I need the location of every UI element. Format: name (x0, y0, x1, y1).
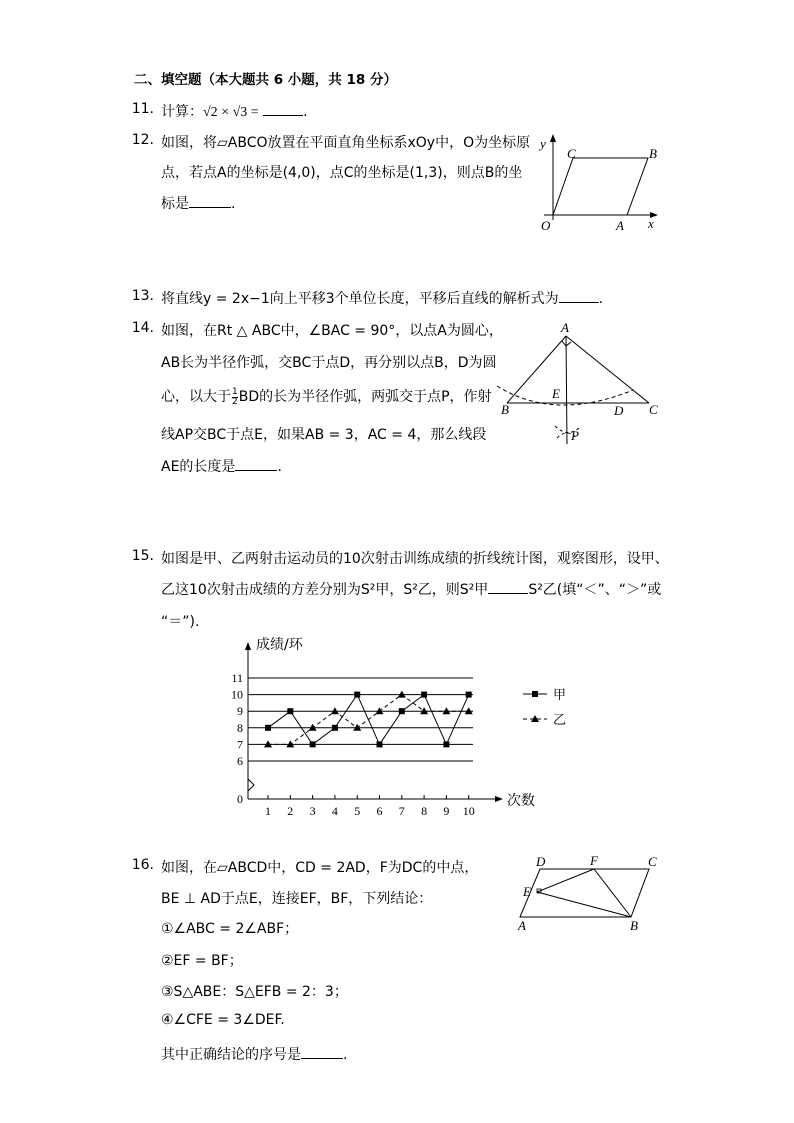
q16-number: 16. (131, 857, 154, 873)
q14-line5 (161, 456, 282, 476)
x-tick-label: 5 (354, 804, 361, 818)
q12-line3-text: 标是 (161, 196, 189, 212)
q11-period: . (303, 104, 308, 120)
q14-line3-end: BD的长为半径作弧，两弧交于点P，作射 (238, 389, 492, 405)
q16-question (161, 1044, 347, 1064)
q14-fraction (232, 388, 238, 407)
point-jia (354, 692, 360, 698)
q15-line1: 如图是甲、乙两射击运动员的10次射击训练成绩的折线统计图，观察图形，设甲、 (161, 551, 669, 567)
y-tick-label: 7 (237, 737, 243, 752)
q16-figure (510, 850, 670, 935)
q14-label-E: E (552, 386, 560, 401)
point-jia (310, 741, 316, 747)
q14-period: . (277, 459, 282, 475)
y-tick-label: 6 (237, 754, 243, 768)
q13-period: . (598, 291, 604, 307)
y-tick-label: 9 (237, 704, 243, 719)
q15-line2-end: S²乙(填“＜”、“＞”或 (528, 582, 662, 598)
q12-label-O: O (541, 218, 551, 233)
point-yi (309, 724, 317, 731)
q16-line1: 如图，在▱ABCD中，CD = 2AD，F为DC的中点， (161, 860, 479, 876)
q16-label-B: B (630, 918, 638, 933)
q15-line-chart (225, 632, 585, 822)
point-jia (421, 692, 427, 698)
q14-line4: 线AP交BC于点E，如果AB = 3，AC = 4，那么线段 (161, 427, 487, 443)
point-jia (332, 725, 338, 731)
y-tick-label: 0 (237, 792, 243, 806)
q12-answer-blank[interactable] (189, 193, 231, 208)
q11-prefix: 计算： (161, 104, 203, 120)
point-jia (399, 708, 405, 714)
q15-line3: “＝”). (161, 614, 200, 630)
x-tick-label: 8 (421, 804, 428, 818)
point-jia (377, 741, 383, 747)
q13-answer-blank[interactable] (559, 288, 599, 303)
x-tick-label: 9 (443, 804, 450, 818)
q15-line2 (161, 579, 661, 599)
q14-label-C: C (649, 402, 658, 417)
x-tick-label: 3 (309, 804, 316, 818)
series-line-乙 (268, 695, 469, 745)
q13-text (161, 288, 603, 308)
q12-figure (530, 130, 665, 240)
q12-number: 12. (131, 132, 154, 148)
y-axis-break (248, 779, 254, 791)
q16-label-C: C (648, 854, 657, 869)
point-yi (353, 724, 361, 731)
q14-line1: 如图，在Rt △ ABC中，∠BAC = 90°，以点A为圆心， (161, 323, 503, 339)
q15-line2-start: 乙这10次射击成绩的方差分别为S²甲，S²乙，则S²甲 (161, 582, 489, 598)
point-jia (287, 708, 293, 714)
x-tick-label: 10 (462, 804, 475, 818)
q16-period: . (343, 1047, 348, 1063)
point-jia (443, 741, 449, 747)
x-tick-label: 4 (331, 804, 338, 818)
q12-label-y: y (540, 136, 546, 151)
y-tick-label: 8 (237, 720, 243, 735)
legend-label-乙: 乙 (553, 713, 567, 728)
point-jia (466, 692, 472, 698)
q11-number: 11. (131, 101, 154, 117)
q14-label-B: B (501, 402, 509, 417)
q11-expression: √2 × √3 = (203, 105, 259, 120)
q14-fraction-denominator: 2 (232, 396, 238, 407)
q12-line1: 如图，将▱ABCO放置在平面直角坐标系xOy中，O为坐标原 (161, 135, 531, 151)
q14-line2: AB长为半径作弧，交BC于点D，再分别以点B，D为圆 (161, 355, 497, 371)
q12-line3 (161, 193, 235, 213)
q16-label-A: A (518, 918, 526, 933)
x-tick-label: 6 (376, 804, 383, 818)
q16-label-F: F (590, 853, 598, 868)
q14-label-D: D (614, 403, 624, 418)
q15-answer-blank[interactable] (488, 579, 528, 594)
q11-text (161, 101, 308, 121)
q16-conclusion-2: ②EF = BF； (161, 953, 243, 969)
x-tick-label: 1 (265, 804, 271, 818)
q16-ask-text: 其中正确结论的序号是 (161, 1047, 301, 1063)
q14-line5-text: AE的长度是 (161, 459, 236, 475)
q13-number: 13. (131, 288, 154, 304)
q12-label-x: x (648, 216, 654, 231)
y-axis-title: 成绩/环 (256, 637, 303, 653)
y-tick-label: 11 (231, 671, 243, 685)
point-jia (265, 725, 271, 731)
legend-label-甲: 甲 (553, 688, 567, 703)
q16-conclusion-3: ③S△ABE：S△EFB = 2：3； (161, 984, 348, 1000)
q14-label-A: A (561, 320, 569, 335)
q16-label-E: E (523, 884, 531, 899)
q14-line3 (161, 386, 492, 407)
q14-figure (495, 320, 665, 450)
q12-label-B: B (649, 146, 657, 161)
q14-number: 14. (131, 320, 154, 336)
q14-answer-blank[interactable] (235, 456, 277, 471)
q14-fraction-numerator: 1 (232, 386, 238, 397)
y-axis-arrow (245, 642, 251, 650)
section-title: 二、填空题（本大题共 6 小题，共 18 分） (134, 72, 397, 88)
q13-body: 将直线y = 2x−1向上平移3个单位长度，平移后直线的解析式为 (161, 291, 559, 307)
q12-line2: 点，若点A的坐标是(4,0)，点C的坐标是(1,3)，则点B的坐 (161, 165, 523, 181)
x-axis-arrow (495, 796, 503, 802)
q15-number: 15. (131, 548, 154, 564)
q16-label-D: D (536, 854, 546, 869)
q12-period: . (231, 196, 236, 212)
q16-line2: BE ⊥ AD于点E，连接EF，BF，下列结论： (161, 891, 433, 907)
q16-conclusion-4: ④∠CFE = 3∠DEF. (161, 1012, 285, 1028)
q14-label-P: P (571, 428, 579, 443)
x-tick-label: 7 (398, 804, 405, 818)
legend-marker-jia (532, 691, 538, 697)
q12-label-C: C (567, 146, 576, 161)
point-yi (398, 691, 406, 698)
q11-answer-blank[interactable] (263, 101, 303, 116)
y-tick-label: 10 (231, 687, 243, 702)
x-axis-title: 次数 (507, 793, 535, 809)
x-tick-label: 2 (287, 804, 294, 818)
q14-line3-start: 心，以大于 (161, 389, 231, 405)
q16-answer-blank[interactable] (301, 1044, 343, 1059)
q12-label-A: A (616, 218, 624, 233)
q16-conclusion-1: ①∠ABC = 2∠ABF； (161, 921, 299, 937)
